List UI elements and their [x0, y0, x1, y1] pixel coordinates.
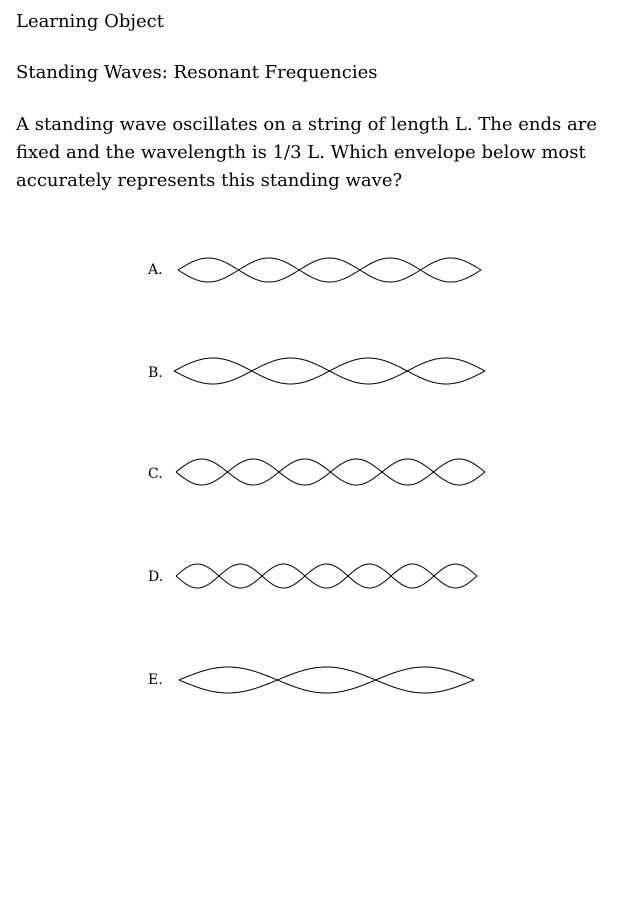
wave-upper-curve — [179, 667, 474, 693]
wave-lower-curve — [176, 564, 477, 588]
document-title: Learning Object — [16, 11, 164, 32]
choice-label-e: E. — [148, 672, 163, 688]
document-heading: Standing Waves: Resonant Frequencies — [16, 62, 378, 83]
choice-label-d: D. — [148, 569, 164, 585]
question-text: A standing wave oscillates on a string of length L. The ends are fixed and the wavelength is 1/3 L. Which envelope below most accurately represents this standing wave? — [16, 114, 597, 191]
wave-envelope-a — [178, 258, 481, 282]
choice-label-a: A. — [148, 262, 163, 278]
wave-lower-curve — [176, 459, 485, 485]
wave-envelope-e — [179, 667, 474, 693]
wave-envelope-d — [176, 564, 477, 588]
wave-upper-curve — [176, 564, 477, 588]
choice-label-c: C. — [148, 466, 163, 482]
wave-lower-curve — [179, 667, 474, 693]
wave-lower-curve — [174, 358, 485, 384]
choice-label-b: B. — [148, 365, 163, 381]
wave-envelope-b — [174, 358, 485, 384]
wave-envelope-c — [176, 459, 485, 485]
